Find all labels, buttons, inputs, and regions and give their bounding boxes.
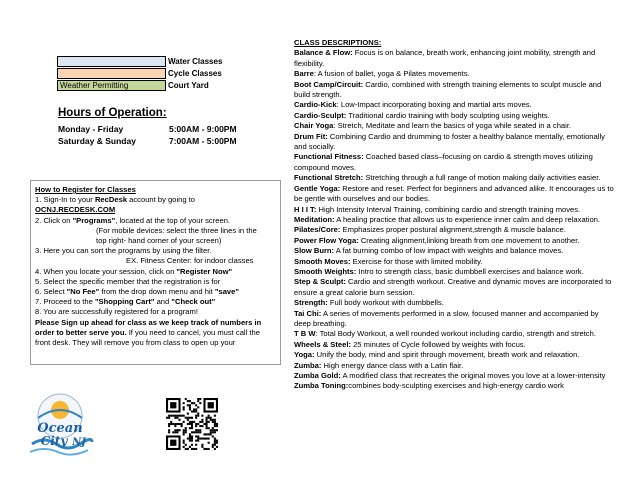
class-description <box>294 246 614 256</box>
hours-row <box>58 123 237 135</box>
class-description <box>294 350 614 360</box>
class-name: Yoga: <box>294 350 315 360</box>
class-name: Wheels & Steel: <box>294 339 351 349</box>
class-text: Full body workout with dumbbells. <box>327 298 444 308</box>
class-name: Slow Burn: <box>294 246 335 256</box>
note-emphasis: Please Sign up ahead for class as we keep track of numbers in order to better serve you. <box>35 317 262 337</box>
class-name: Power Flow Yoga: <box>294 235 359 245</box>
step-emphasis: "Check out" <box>171 297 216 307</box>
step-emphasis: "Programs" <box>72 215 116 225</box>
step-text: and <box>154 297 172 307</box>
class-name: Smooth Moves: <box>294 256 351 266</box>
register-step-2 <box>35 216 276 226</box>
register-step-6 <box>35 287 276 297</box>
recdesk-link[interactable]: OCNJ.RECDESK.COM <box>35 205 116 215</box>
class-description <box>294 69 614 79</box>
step-note: (For mobile devices: select the three lines in the <box>96 225 257 235</box>
class-descriptions <box>294 38 614 392</box>
register-step-5: 5. Select the specific member that the registration is for <box>35 276 221 286</box>
class-description <box>294 329 614 339</box>
hours-time: 5:00AM - 9:00PM <box>169 124 237 134</box>
class-description <box>294 121 614 131</box>
color-legend <box>57 55 222 91</box>
class-text: 25 minutes of Cycle followed by weights with focus. <box>350 339 526 349</box>
class-name: Gentle Yoga: <box>294 183 341 193</box>
class-text: combines body-sculpting exercises and high-energy cardio work <box>348 381 564 391</box>
class-text: Focus is on balance, breath work, enhancing joint mobility, strength and flexibility. <box>294 48 596 68</box>
class-name: Step & Sculpt: <box>294 277 346 287</box>
logo-graphic <box>24 388 96 462</box>
class-text: Combining Cardio and drumming to foster a healthy balance mentally, emotionally and socially. <box>294 131 605 152</box>
step-emphasis: "Register Now" <box>176 266 233 276</box>
class-description <box>294 80 614 101</box>
descriptions-title: CLASS DESCRIPTIONS: <box>294 38 382 47</box>
class-text: Cardio and strength workout. Creative and dynamic moves are incorporated to ensure a great calorie burn session. <box>294 277 612 297</box>
class-name: H I I T: <box>294 204 317 214</box>
hours-row <box>58 135 237 147</box>
class-text: Cardio, combined with strength training elements to sculpt muscle and build strength. <box>294 79 602 100</box>
class-description <box>294 277 614 298</box>
class-description <box>294 205 614 215</box>
class-name: T B W <box>294 329 316 339</box>
class-description <box>294 173 614 183</box>
class-text: High Intensity Interval Training, combining cardio and strength training moves. <box>316 204 581 214</box>
hours-day: Monday - Friday <box>58 124 124 134</box>
class-text: Coached based class–focusing on cardio & strength moves utilizing compound moves. <box>294 152 593 172</box>
class-name: Cardio-Sculpt: <box>294 110 347 120</box>
step-emphasis: RecDesk <box>94 195 128 205</box>
class-description <box>294 48 614 69</box>
legend-row-courtyard <box>57 79 222 91</box>
class-name: Meditation: <box>294 214 335 224</box>
hours-day: Saturday & Sunday <box>58 136 136 146</box>
class-name: Zumba: <box>294 360 322 370</box>
legend-row-cycle <box>57 67 222 79</box>
class-description <box>294 100 614 110</box>
class-description <box>294 371 614 381</box>
class-description <box>294 381 614 391</box>
class-text: Stretching through a full range of motion making daily activities easier. <box>363 173 601 183</box>
class-text: Traditional cardio training with body sculpting using weights. <box>346 110 550 120</box>
register-step-4 <box>35 267 276 277</box>
class-name: Strength: <box>294 298 328 308</box>
class-text: : Stretch, Meditate and learn the basics of yoga while seated in a chair. <box>333 121 572 131</box>
step-text: account by going to <box>127 195 196 205</box>
class-text: Restore and reset. Perfect for beginners and advanced alike. It encourages us to be gentle with ourselves and our bodies. <box>294 183 614 204</box>
step-note: top right- hand corner of your screen) <box>96 236 222 246</box>
class-text: A fat burning combo of low impact with weights and balance moves. <box>334 246 564 256</box>
logo-text-city: City <box>40 434 68 448</box>
class-name: Chair Yoga <box>294 121 334 131</box>
class-name: Pilates/Core: <box>294 225 341 235</box>
step-text: , located at the top of your screen. <box>115 215 231 225</box>
class-text: : Low-Impact incorporating boxing and martial arts moves. <box>336 100 532 110</box>
ocean-city-logo <box>24 388 96 462</box>
class-text: A series of movements performed in a slow, focused manner and accompanied by deep breathing. <box>294 308 599 328</box>
class-name: Balance & Flow: <box>294 48 353 58</box>
class-text: : Total Body Workout, a well rounded workout including cardio, strength and stretch. <box>315 329 596 339</box>
class-description <box>294 184 614 205</box>
hours-of-operation <box>58 107 237 147</box>
legend-swatch <box>57 68 166 79</box>
logo-text-nj: NJ <box>72 437 86 448</box>
class-description <box>294 111 614 121</box>
class-description <box>294 152 614 173</box>
register-step-8: 8. You are successfully registered for a program! <box>35 307 198 317</box>
step-text: from the drop down menu and hit <box>99 287 215 297</box>
class-text: A healing practice that allows us to experience inner calm and deep relaxation. <box>334 214 601 224</box>
class-name: Functional Stretch: <box>294 173 364 183</box>
class-name: Smooth Weights: <box>294 266 357 276</box>
hours-time: 7:00AM - 5:00PM <box>169 136 237 146</box>
legend-label: Court Yard <box>168 80 209 90</box>
class-description <box>294 298 614 308</box>
class-name: Tai Chi: <box>294 308 322 318</box>
step-emphasis: "save" <box>214 287 239 297</box>
class-text: Creating alignment,linking breath from one movement to another. <box>358 235 580 245</box>
legend-row-water <box>57 55 222 67</box>
class-name: Boot Camp/Circuit: <box>294 79 364 89</box>
class-name: Zumba Gold: <box>294 371 341 380</box>
class-name: Zumba Toning: <box>294 381 349 391</box>
qr-code-graphic <box>166 398 218 450</box>
class-text: Emphasizes proper postural alignment,strength & muscle balance. <box>340 225 566 235</box>
class-text: A modified class that recreates the original moves you love at a lower-intensity <box>340 371 606 380</box>
class-text: High energy dance class with a Latin flair. <box>321 360 464 370</box>
step-emphasis: "Shopping Cart" <box>94 297 155 307</box>
class-text: Unify the body, mind and spirit through movement, breath work and relaxation. <box>314 350 580 360</box>
register-note <box>35 318 276 349</box>
step-text: 6. Select <box>35 287 67 297</box>
register-step-1 <box>35 195 276 205</box>
class-name: Cardio-Kick <box>294 100 337 110</box>
register-step-3: 3. Here you can sort the programs by using the filter. <box>35 246 212 256</box>
class-text: : A fusion of ballet, yoga & Pilates movements. <box>313 69 470 79</box>
step-text: 7. Proceed to the <box>35 297 95 307</box>
logo-text-ocean: Ocean <box>37 421 83 436</box>
class-name: Functional Fitness: <box>294 152 364 162</box>
register-step-7 <box>35 297 276 307</box>
legend-swatch <box>57 56 166 67</box>
class-description <box>294 361 614 371</box>
class-description <box>294 215 614 225</box>
class-description <box>294 340 614 350</box>
step-text: 4. When you locate your session, click on <box>35 266 177 276</box>
descriptions-list <box>294 48 614 391</box>
qr-code[interactable] <box>166 398 218 450</box>
step-text: 2. Click on <box>35 215 73 225</box>
legend-label: Cycle Classes <box>168 68 222 78</box>
class-name: Barre <box>294 69 314 79</box>
legend-label: Water Classes <box>168 56 223 66</box>
class-text: Intro to strength class, basic dumbbell exercises and balance work. <box>356 266 584 276</box>
note-text: If you need to cancel, you must call the front desk. They will remove you from class to open up your <box>35 327 260 348</box>
legend-swatch: Weather Permitting <box>57 80 166 91</box>
class-text: Exercise for those with limited mobility. <box>350 256 483 266</box>
class-description <box>294 257 614 267</box>
class-description <box>294 236 614 246</box>
step-note: EX. Fitness Center: for indoor classes <box>126 256 254 266</box>
step-text: 1. Sign-In to your <box>35 195 95 205</box>
hours-title: Hours of Operation: <box>58 107 167 119</box>
class-description <box>294 267 614 277</box>
step-emphasis: "No Fee" <box>66 287 100 297</box>
class-description <box>294 132 614 153</box>
class-description <box>294 225 614 235</box>
class-description <box>294 309 614 330</box>
class-name: Drum Fit: <box>294 131 328 141</box>
register-title: How to Register for Classes <box>35 185 136 194</box>
registration-instructions <box>30 180 281 365</box>
